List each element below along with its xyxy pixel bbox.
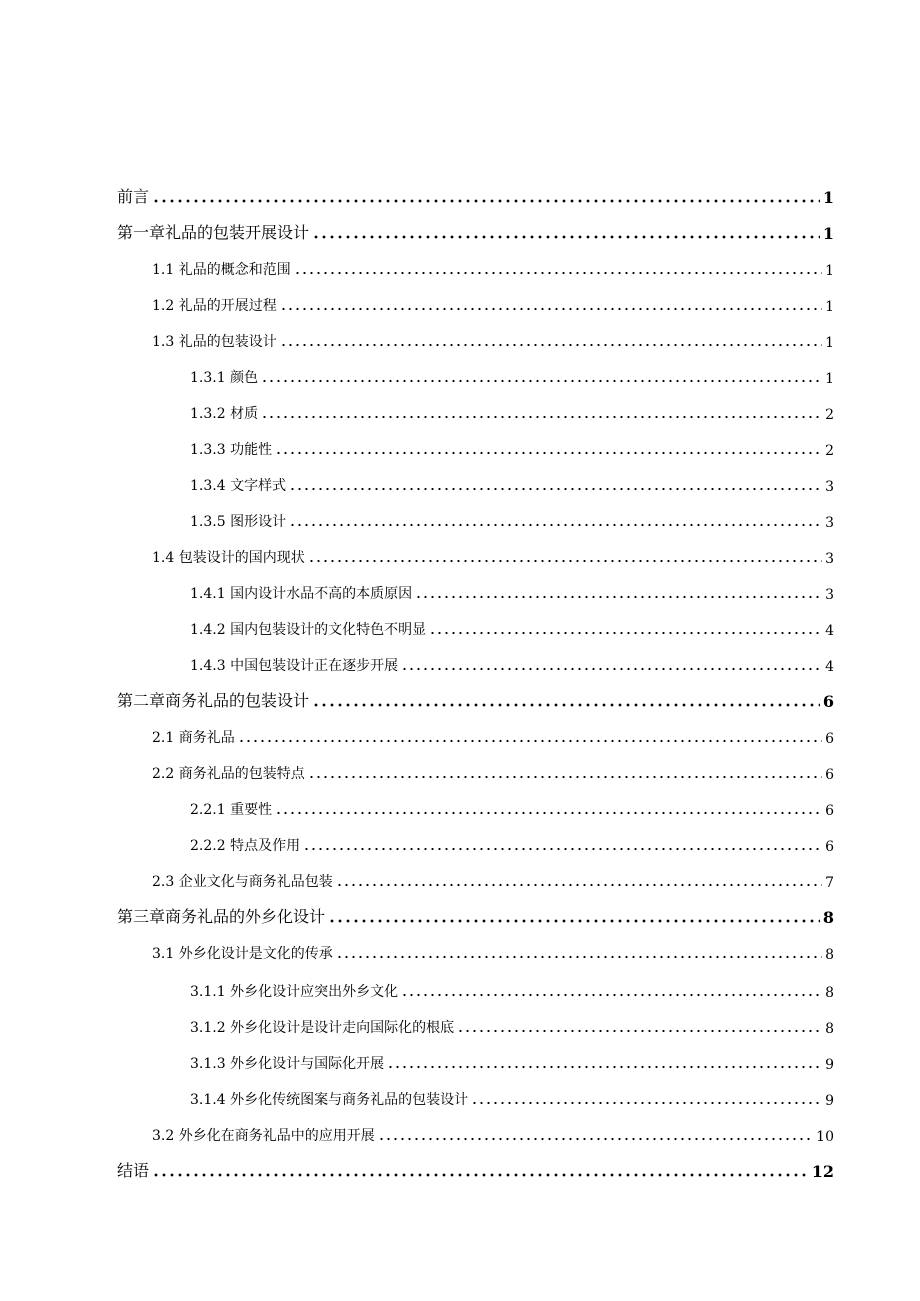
dot-leader [289,487,822,491]
toc-entry-page: 1 [825,371,834,387]
toc-entry-page: 1 [825,299,834,315]
toc-entry-title: 第三章商务礼品的外乡化设计 [117,907,326,926]
toc-entry-1-3-3[interactable] [190,435,834,459]
dot-leader [336,955,822,959]
dot-leader [238,739,822,743]
dot-leader [289,523,822,527]
toc-entry-title: 前言 [117,187,150,206]
dot-leader [401,993,822,997]
dot-leader [429,631,822,635]
toc-entry-title: 2.2.1 重要性 [190,802,273,818]
toc-entry-page: 8 [822,908,834,927]
toc-entry-1-3-5[interactable] [190,507,834,531]
dot-leader [261,415,822,419]
dot-leader [280,307,822,311]
toc-entry-title: 1.1 礼品的概念和范围 [152,262,291,278]
toc-entry-page: 8 [825,947,834,963]
toc-entry-page: 8 [825,1021,834,1037]
dot-leader [294,271,822,275]
toc-entry-3-1[interactable] [152,939,834,963]
toc-entry-page: 1 [822,188,834,207]
toc-entry-title: 1.4.2 国内包装设计的文化特色不明显 [190,622,427,638]
toc-entry-2-2[interactable] [152,759,834,783]
toc-entry-page: 2 [825,443,834,459]
dot-leader [275,451,822,455]
toc-entry-title: 1.3.4 文字样式 [190,478,287,494]
toc-entry-page: 4 [825,623,834,639]
toc-entry-page: 6 [825,731,834,747]
toc-entry-title: 1.3.1 颜色 [190,370,259,386]
toc-entry-1-3-1[interactable] [190,363,834,387]
toc-entry-page: 4 [825,659,834,675]
toc-entry-title: 3.1 外乡化设计是文化的传承 [152,946,333,962]
dot-leader [312,703,820,707]
toc-entry-page: 6 [825,767,834,783]
toc-entry-page: 2 [825,407,834,423]
toc-entry-1-3[interactable] [152,327,834,351]
toc-entry-page: 6 [822,692,834,711]
toc-entry-page: 3 [825,515,834,531]
toc-entry-3-1-1[interactable] [190,977,834,1001]
toc-entry-title: 1.2 礼品的开展过程 [152,298,277,314]
dot-leader [152,199,820,203]
toc-entry-2-1[interactable] [152,723,834,747]
toc-entry-1-4[interactable] [152,543,834,567]
toc-entry-title: 2.3 企业文化与商务礼品包装 [152,874,333,890]
dot-leader [457,1029,822,1033]
toc-entry-3-1-3[interactable] [190,1049,834,1073]
toc-entry-page: 8 [825,985,834,1001]
toc-entry-page: 9 [825,1093,834,1109]
toc-entry-1-3-2[interactable] [190,399,834,423]
toc-entry-1-4-3[interactable] [190,651,834,675]
dot-leader [387,1065,822,1069]
toc-entry-page: 1 [825,335,834,351]
toc-entry-3-1-4[interactable] [190,1085,834,1109]
toc-entry-title: 第二章商务礼品的包装设计 [117,691,310,710]
dot-leader [378,1137,813,1141]
dot-leader [261,379,822,383]
dot-leader [401,667,822,671]
toc-entry-page: 12 [811,1162,834,1181]
dot-leader [308,775,822,779]
dot-leader [471,1101,822,1105]
toc-entry-3-1-2[interactable] [190,1013,834,1037]
toc-entry-title: 3.1.4 外乡化传统图案与商务礼品的包装设计 [190,1092,469,1108]
toc-entry-title: 1.4 包装设计的国内现状 [152,550,305,566]
dot-leader [308,559,822,563]
toc-entry-page: 1 [825,263,834,279]
dot-leader [280,343,822,347]
toc-entry-2-3[interactable] [152,867,834,891]
toc-entry-1-1[interactable] [152,255,834,279]
toc-entry-chapter-1[interactable] [117,219,834,243]
toc-entry-page: 3 [825,587,834,603]
toc-entry-chapter-2[interactable] [117,687,834,711]
toc-entry-conclusion[interactable] [117,1157,834,1181]
toc-entry-title: 2.1 商务礼品 [152,730,235,746]
toc-entry-title: 1.3.5 图形设计 [190,514,287,530]
toc-entry-title: 3.1.2 外乡化设计是设计走向国际化的根底 [190,1020,455,1036]
toc-entry-page: 3 [825,479,834,495]
dot-leader [415,595,822,599]
toc-entry-preface[interactable] [117,183,834,207]
toc-entry-title: 1.3.2 材质 [190,406,259,422]
toc-entry-page: 7 [825,875,834,891]
toc-entry-page: 6 [825,839,834,855]
toc-entry-title: 第一章礼品的包装开展设计 [117,223,310,242]
toc-entry-1-2[interactable] [152,291,834,315]
toc-entry-title: 3.2 外乡化在商务礼品中的应用开展 [152,1128,375,1144]
toc-entry-page: 6 [825,803,834,819]
toc-entry-1-4-2[interactable] [190,615,834,639]
dot-leader [152,1173,809,1177]
dot-leader [328,919,820,923]
toc-entry-2-2-1[interactable] [190,795,834,819]
dot-leader [275,811,822,815]
toc-entry-page: 10 [816,1129,834,1145]
dot-leader [312,235,820,239]
toc-entry-1-3-4[interactable] [190,471,834,495]
dot-leader [303,847,822,851]
toc-entry-title: 3.1.1 外乡化设计应突出外乡文化 [190,984,399,1000]
toc-entry-page: 9 [825,1057,834,1073]
dot-leader [336,883,822,887]
toc-entry-2-2-2[interactable] [190,831,834,855]
toc-entry-1-4-1[interactable] [190,579,834,603]
toc-entry-title: 1.4.3 中国包装设计正在逐步开展 [190,658,399,674]
toc-entry-3-2[interactable] [152,1121,834,1145]
toc-entry-page: 1 [822,224,834,243]
toc-entry-title: 1.3.3 功能性 [190,442,273,458]
toc-entry-title: 1.4.1 国内设计水品不高的本质原因 [190,586,413,602]
toc-entry-page: 3 [825,551,834,567]
toc-entry-title: 结语 [117,1161,150,1180]
toc-entry-title: 1.3 礼品的包装设计 [152,334,277,350]
toc-entry-title: 3.1.3 外乡化设计与国际化开展 [190,1056,385,1072]
toc-entry-chapter-3[interactable] [117,903,834,927]
toc-entry-title: 2.2.2 特点及作用 [190,838,301,854]
toc-entry-title: 2.2 商务礼品的包装特点 [152,766,305,782]
